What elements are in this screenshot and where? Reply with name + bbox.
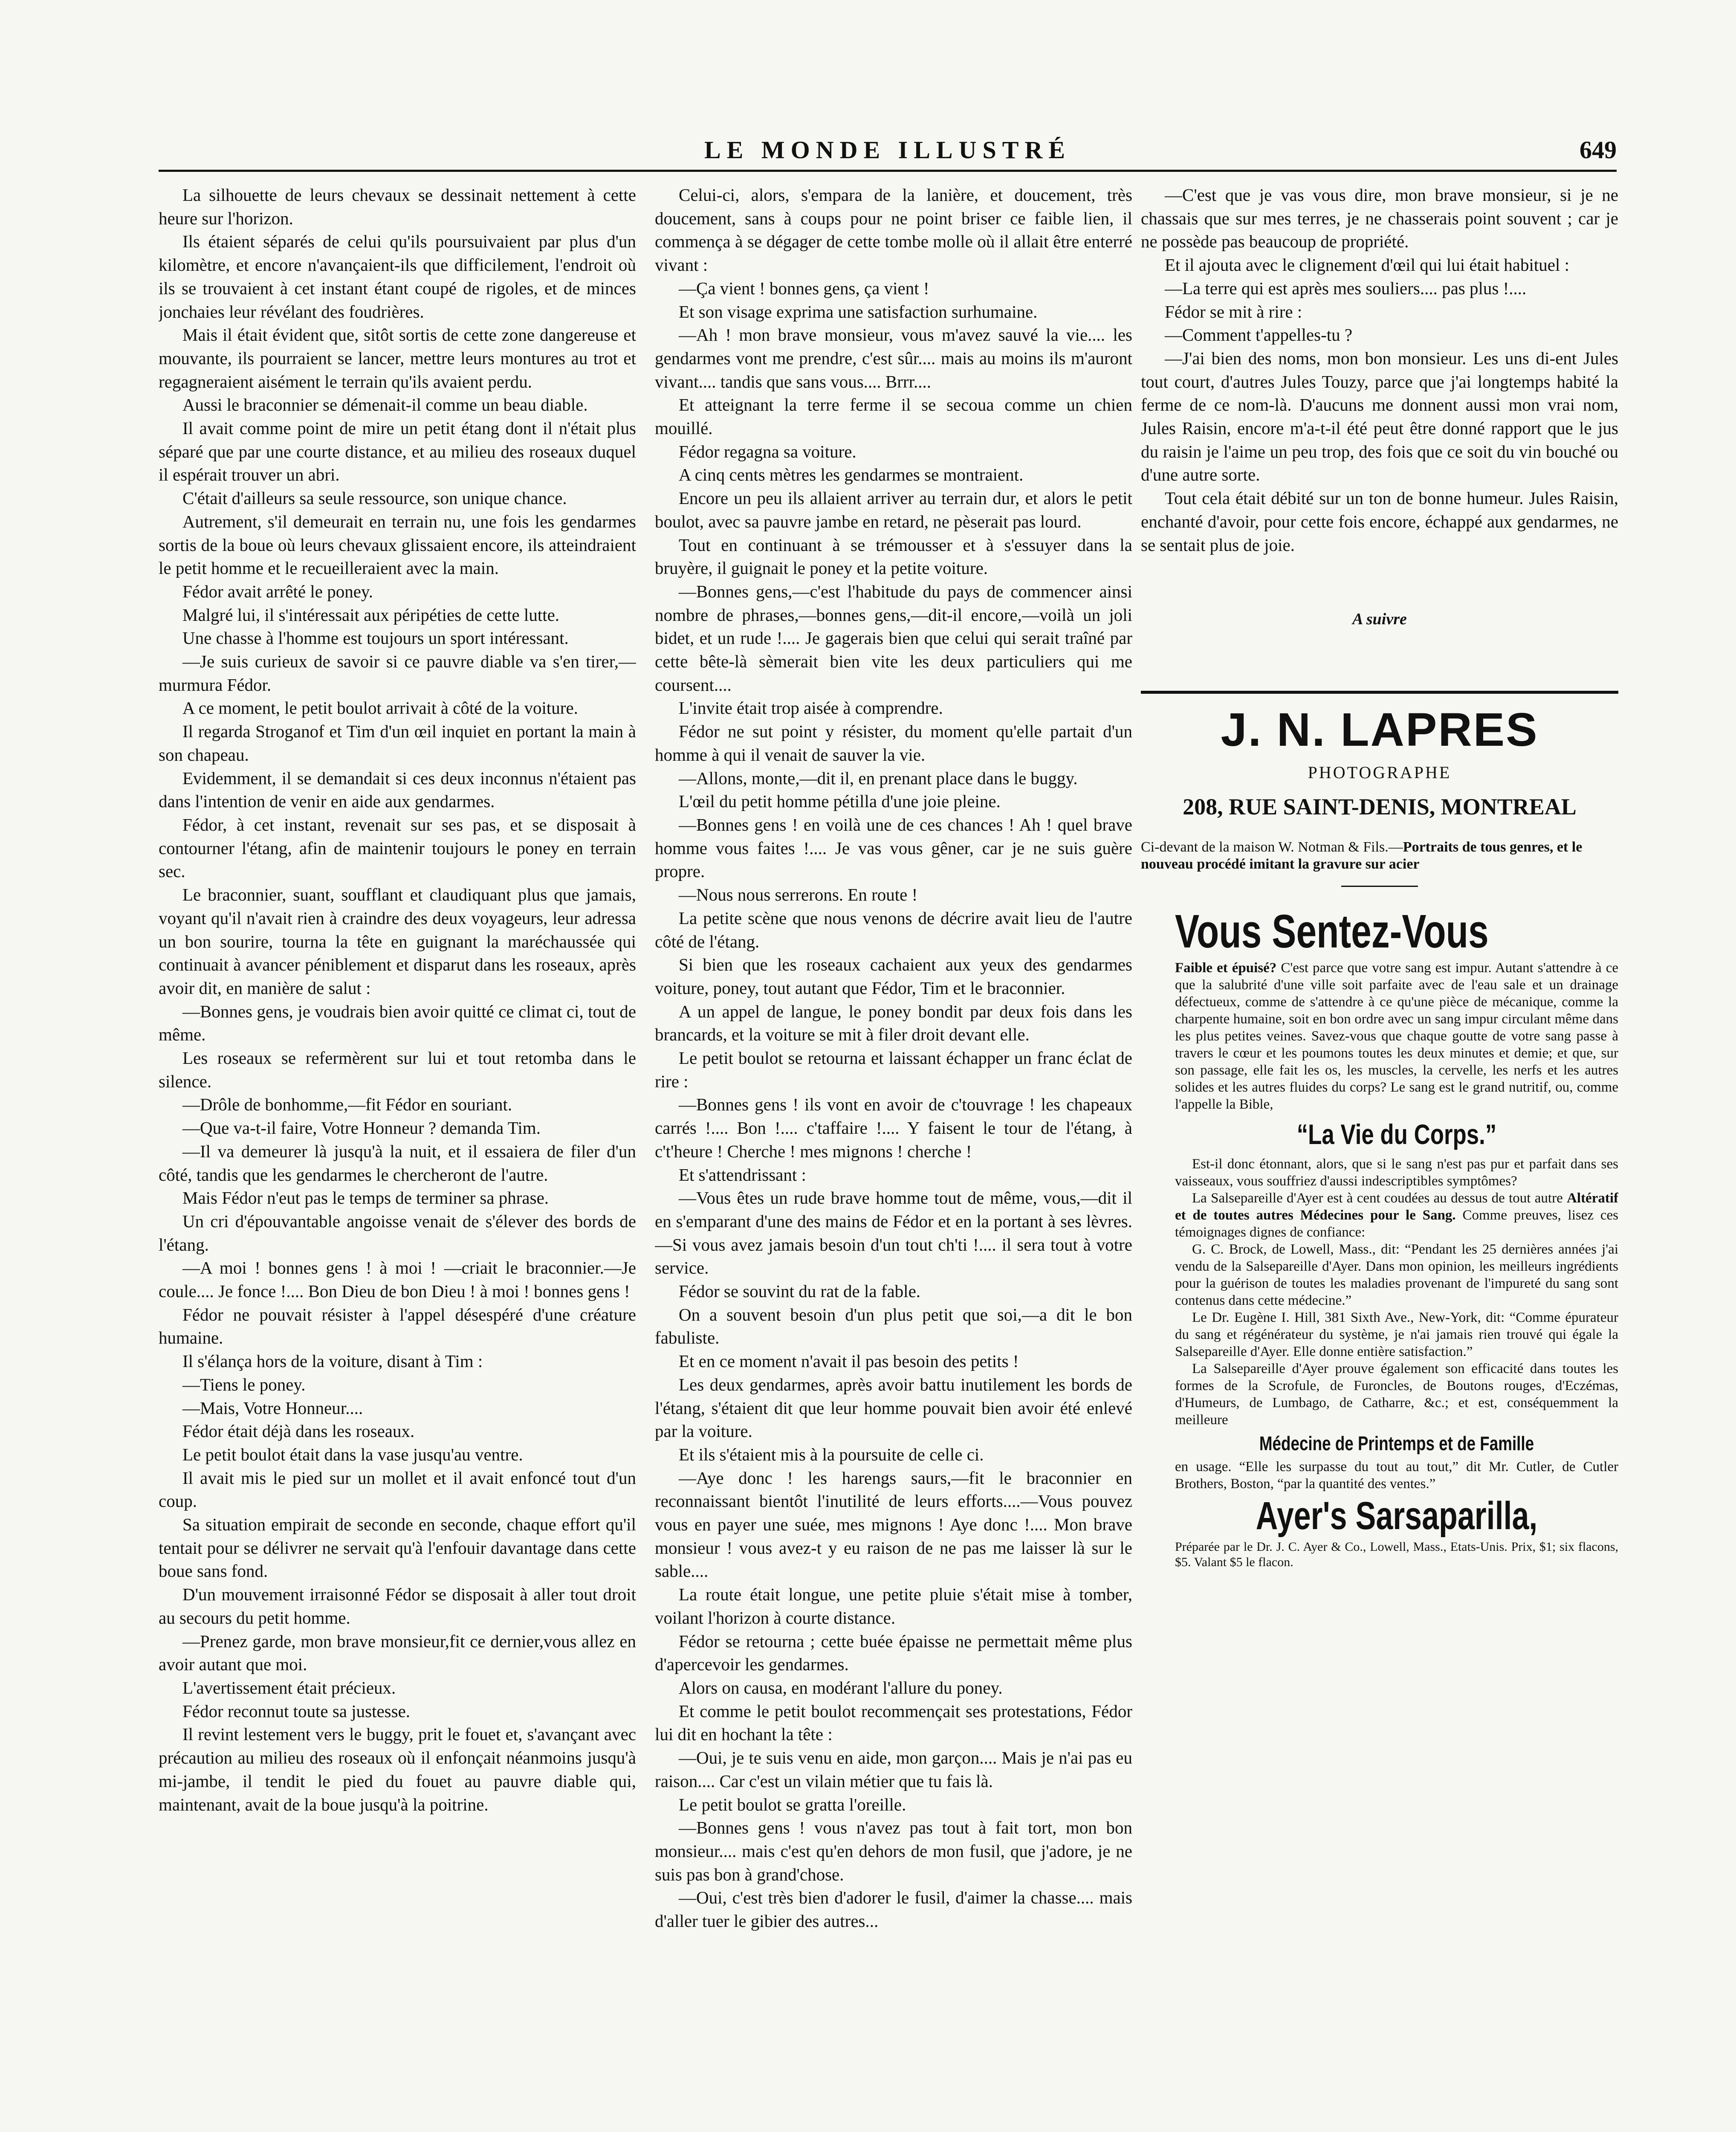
story-paragraph: Fédor ne pouvait résister à l'appel désespéré d'une créature humaine. [159,1304,636,1348]
to-be-continued: A suivre [1352,610,1407,629]
ayer-paragraph-4: La Salsepareille d'Ayer prouve également son efficacité dans toutes les formes de la Scrofule, de Furoncles, de Boutons rouges, d'Eczémas, d'Humeurs, de Lumbago, de Catharre, &c.; et est, conséquemment la meilleure [1175,1361,1618,1428]
story-paragraph: —Oui, je te suis venu en aide, mon garçon.... Mais je n'ai pas eu raison.... Car c'est un vilain métier que tu fais là. [655,1748,1132,1791]
story-paragraph: A ce moment, le petit boulot arrivait à côté de la voiture. [182,698,578,718]
story-paragraph: Les deux gendarmes, après avoir battu inutilement les bords de l'étang, s'étaient dit que leur homme pouvait bien avoir été enlevé par la voiture. [655,1374,1132,1441]
story-paragraph: La route était longue, une petite pluie s'était mise à tomber, voilant l'horizon à courte distance. [655,1585,1132,1628]
story-column-3-text [1141,183,1618,556]
ayer-subhead: “La Vie du Corps.” [1296,1118,1497,1150]
story-paragraph: Fédor ne sut point y résister, du moment qu'elle partait d'un homme à qui il venait de sauver la vie. [655,721,1132,765]
story-paragraph: —C'est que je vas vous dire, mon brave monsieur, si je ne chassais que sur mes terres, je ne chasserais point souvent ; car je ne possède pas beaucoup de propriété. [1141,185,1618,252]
ayer-paragraph-5: en usage. “Elle les surpasse du tout au tout,” dit Mr. Cutler, de Cutler Brothers, Boston, “par la quantité des ventes.” [1175,1459,1618,1492]
ayer-lead: C'est parce que votre sang est impur. Autant s'attendre à ce que la salubrité d'une ville soit parfaite avec de l'eau sale et un drainage défectueux, comme de s'attendre à ce qu'une pièce de mécanique, comme la charpente humaine, soit en bon ordre avec un sang impur circulant même dans les plus petites veines. Savez-vous que chaque goutte de votre sang passe à travers le cœur et les poumons toutes les deux minutes et demie; et que, sur son passage, elle fait les os, les muscles, la cervelle, les nerfs et les autres solides et les autres fluides du corps? Le sang est le grand nutritif, ou, comme l'appelle la Bible, [1175,960,1618,1112]
story-paragraph: Les roseaux se refermèrent sur lui et tout retomba dans le silence. [159,1048,636,1091]
story-paragraph: —La terre qui est après mes souliers.... pas plus !.... [1165,278,1527,298]
story-paragraph: D'un mouvement irraisonné Fédor se disposait à aller tout droit au secours du petit homme. [159,1585,636,1628]
story-paragraph: Celui-ci, alors, s'empara de la lanière, et doucement, très doucement, sans à coups pour ne point briser ce faible lien, il commença à se dégager de cette tombe molle où il allait être enterré vivant : [655,185,1132,275]
story-paragraph: Si bien que les roseaux cachaient aux yeux des gendarmes voiture, poney, tout autant que Fédor, Tim et le braconnier. [655,955,1132,998]
story-paragraph: Alors on causa, en modérant l'allure du poney. [679,1678,1003,1697]
story-paragraph: Fédor avait arrêté le poney. [182,581,373,601]
story-paragraph: —Nous nous serrerons. En route ! [679,885,918,905]
story-paragraph: Le petit boulot se gratta l'oreille. [679,1794,906,1814]
story-paragraph: Il avait comme point de mire un petit étang dont il n'était plus séparé que par une courte distance, et au milieu des roseaux duquel il espérait trouver un abri. [159,418,636,485]
story-paragraph: C'était d'ailleurs sa seule ressource, son unique chance. [182,488,567,508]
story-paragraph: —Bonnes gens,—c'est l'habitude du pays de commencer ainsi nombre de phrases,—bonnes gens,—dit-il encore,—voilà un joli bidet, et un rude !.... Je gagerais bien que celui qui serait traîné par cette bête-là sèmerait bien vite les deux particuliers qui me coursent.... [655,581,1132,695]
story-paragraph: Encore un peu ils allaient arriver au terrain dur, et alors le petit boulot, avec sa pauvre jambe en retard, ne pèserait pas lourd. [655,488,1132,531]
story-paragraph: —Vous êtes un rude brave homme tout de même, vous,—dit il en s'emparant d'une des mains de Fédor et en la portant à ses lèvres.—Si vous avez jamais besoin d'un tout ch'ti !.... il sera tout à votre service. [655,1188,1132,1278]
story-paragraph: On a souvent besoin d'un plus petit que soi,—a dit le bon fabuliste. [655,1304,1132,1348]
story-column-2 [655,183,1132,2132]
story-column-3 [1141,183,1618,2132]
lapres-name: J. N. LAPRES [1221,703,1539,756]
story-paragraph: L'avertissement était précieux. [182,1678,396,1697]
story-paragraph: —Bonnes gens ! vous n'avez pas tout à fait tort, mon bon monsieur.... mais c'est qu'en dehors de mon fusil, que j'adore, je ne suis pas bon à grand'chose. [655,1818,1132,1884]
ayer-p3-pre: La Salsepareille d'Ayer est à cent coudées au dessus de tout autre [1192,1190,1567,1206]
story-paragraph: —Il va demeurer là jusqu'à la nuit, et il essaiera de filer d'un côté, tandis que les gendarmes le chercheront de l'autre. [159,1141,636,1185]
story-paragraph: Et son visage exprima une satisfaction surhumaine. [679,301,1038,322]
story-paragraph: Et il ajouta avec le clignement d'œil qui lui était habituel : [1165,255,1569,275]
lapres-note [1141,839,1618,873]
story-paragraph: Tout en continuant à se trémousser et à s'essuyer dans la bruyère, il guignait le poney et la petite voiture. [655,535,1132,578]
story-paragraph: Et ils s'étaient mis à la poursuite de celle ci. [679,1444,984,1464]
story-paragraph: —Tiens le poney. [182,1374,306,1394]
story-paragraph: Un cri d'épouvantable angoisse venait de s'élever des bords de l'étang. [159,1211,636,1254]
story-paragraph: —A moi ! bonnes gens ! à moi ! —criait le braconnier.—Je coule.... Je fonce !.... Bon Dieu de bon Dieu ! à moi ! bonnes gens ! [159,1258,636,1301]
story-paragraph: La petite scène que nous venons de décrire avait lieu de l'autre côté de l'étang. [655,908,1132,951]
ad-divider [1141,691,1618,694]
ayer-advertisement [1141,904,1618,1570]
story-paragraph: —Ah ! mon brave monsieur, vous m'avez sauvé la vie.... les gendarmes vont me prendre, c'est sûr.... mais au moins ils m'auront vivant.... tandis que sans vous.... Brrr.... [655,325,1132,391]
story-paragraph: Evidemment, il se demandait si ces deux inconnus n'étaient pas dans l'intention de venir en aide aux gendarmes. [159,768,636,811]
story-paragraph: Fédor se retourna ; cette buée épaisse ne permettait même plus d'apercevoir les gendarmes. [655,1631,1132,1674]
story-paragraph: —Mais, Votre Honneur.... [182,1398,363,1418]
story-paragraph: Autrement, s'il demeurait en terrain nu, une fois les gendarmes sortis de la boue où leurs chevaux glissaient encore, ils atteindraient le petit homme et le recueilleraient avec la main. [159,511,636,578]
story-paragraph: Fédor était déjà dans les roseaux. [182,1421,415,1441]
story-paragraph: Sa situation empirait de seconde en seconde, chaque effort qu'il tentait pour se délivrer ne servait qu'à l'enfouir davantage dans cette boue sans fond. [159,1515,636,1581]
story-paragraph: Et s'attendrissant : [679,1164,806,1185]
ayer-headline: Vous Sentez-Vous [1175,905,1489,958]
ayer-testimonial-1: G. C. Brock, de Lowell, Mass., dit: “Pendant les 25 dernières années j'ai vendu de la Salsepareille d'Ayer. Dans mon opinion, les meilleurs ingrédients pour la guérison de toutes les maladies provenant de l'impureté du sang sont contenus dans cette médecine.” [1175,1241,1618,1308]
story-paragraph: A cinq cents mètres les gendarmes se montraient. [679,465,1024,485]
story-paragraph: —Oui, c'est très bien d'adorer le fusil, d'aimer la chasse.... mais d'aller tuer le gibier des autres... [655,1888,1132,1931]
lapres-note-bold: Portraits de tous genres, et le nouveau procédé imitant la gravure sur acier [1141,839,1583,872]
lapres-advertisement [1141,694,1618,873]
ayer-brand: Ayer's Sarsaparilla, [1256,1494,1538,1538]
story-paragraph: —Drôle de bonhomme,—fit Fédor en souriant. [182,1095,512,1115]
story-paragraph: —Prenez garde, mon brave monsieur,fit ce dernier,vous allez en avoir autant que moi. [159,1631,636,1674]
story-paragraph: Le petit boulot se retourna et laissant échapper un franc éclat de rire : [655,1048,1132,1091]
ayer-testimonial-2: Le Dr. Eugène I. Hill, 381 Sixth Ave., New-York, dit: “Comme épurateur du sang et régénérateur du système, je n'ai jamais rien trouvé qui égale la Salsepareille d'Ayer. Elle donne entière satisfaction.” [1175,1309,1618,1359]
ayer-paragraph-2: Est-il donc étonnant, alors, que si le sang n'est pas pur et parfait dans ses vaisseaux, vous souffriez d'aussi indescriptibles symptômes? [1175,1156,1618,1189]
story-paragraph: Aussi le braconnier se démenait-il comme un beau diable. [182,395,588,415]
ayer-subhead-2: Médecine de Printemps et de Famille [1259,1432,1534,1454]
story-paragraph: —Ça vient ! bonnes gens, ça vient ! [679,278,929,298]
story-paragraph: A un appel de langue, le poney bondit par deux fois dans les brancards, et la voiture se mit à filer droit devant elle. [655,1001,1132,1045]
story-paragraph: Ils étaient séparés de celui qu'ils poursuivaient par plus d'un kilomètre, et encore n'avançaient-ils que difficilement, l'endroit où ils se trouvaient à cet instant étant coupé de rigoles, et de minces jonchaies leur révélant des foudrières. [159,232,636,322]
story-paragraph: —Aye donc ! les harengs saurs,—fit le braconnier en reconnaissant bientôt l'inutilité de leurs efforts....—Vous pouvez vous en payer une suée, mes mignons ! Aye donc !.... Mon brave monsieur ! vous avez-t y eu raison de ne pas me laisser là sur le sable.... [655,1468,1132,1581]
story-paragraph: Et atteignant la terre ferme il se secoua comme un chien mouillé. [655,395,1132,438]
story-paragraph: —Que va-t-il faire, Votre Honneur ? demanda Tim. [182,1118,541,1138]
story-paragraph: Une chasse à l'homme est toujours un sport intéressant. [182,628,569,648]
ayer-fine-print: Préparée par le Dr. J. C. Ayer & Co., Lowell, Mass., Etats-Unis. Prix, $1; six flacons, $5. Valant $5 le flacon. [1175,1539,1618,1569]
story-paragraph: L'invite était trop aisée à comprendre. [679,698,943,718]
lapres-address: 208, RUE SAINT-DENIS, MONTREAL [1183,794,1577,820]
story-paragraph: Fédor se souvint du rat de la fable. [679,1281,921,1301]
masthead [159,136,1617,172]
ad-divider-short [1341,886,1418,887]
story-paragraph: —Bonnes gens, je voudrais bien avoir quitté ce climat ci, tout de même. [159,1001,636,1045]
story-paragraph: Le petit boulot était dans la vase jusqu'au ventre. [182,1444,523,1464]
story-paragraph: Et comme le petit boulot recommençait ses protestations, Fédor lui dit en hochant la tête : [655,1701,1132,1744]
story-paragraph: Il regarda Stroganof et Tim d'un œil inquiet en portant la main à son chapeau. [159,721,636,765]
lapres-note-prefix: Ci-devant de la maison W. Notman & Fils.— [1141,839,1403,855]
story-paragraph: —Bonnes gens ! en voilà une de ces chances ! Ah ! quel brave homme vous faites !.... Je vas vous gêner, car je ne suis guère propre. [655,814,1132,881]
story-paragraph: Mais Fédor n'eut pas le temps de terminer sa phrase. [182,1188,549,1208]
story-paragraph: —Allons, monte,—dit il, en prenant place dans le buggy. [679,768,1078,788]
newspaper-title: LE MONDE ILLUSTRÉ [704,136,1071,164]
ayer-p3-bold: Altératif et de toutes autres Médecines pour le Sang. [1175,1190,1618,1223]
story-paragraph: —Comment t'appelles-tu ? [1165,325,1353,345]
story-paragraph: Fédor regagna sa voiture. [679,441,856,461]
lapres-trade: PHOTOGRAPHE [1308,762,1452,782]
ayer-lead-bold: Faible et épuisé? [1175,960,1277,976]
ayer-p3-post: Comme preuves, lisez ces témoignages dignes de confiance: [1175,1207,1618,1240]
story-paragraph: L'œil du petit homme pétilla d'une joie pleine. [679,791,1001,811]
story-paragraph: Fédor se mit à rire : [1165,301,1302,322]
story-paragraph: Il revint lestement vers le buggy, prit le fouet et, s'avançant avec précaution au milieu des roseaux où il enfonçait néanmoins jusqu'à mi-jambe, il tendit le pied du fouet au pauvre diable qui, maintenant, avait de la boue jusqu'à la poitrine. [159,1724,636,1814]
story-paragraph: Malgré lui, il s'intéressait aux péripéties de cette lutte. [182,605,560,625]
story-paragraph: Le braconnier, suant, soufflant et claudiquant plus que jamais, voyant qu'il n'avait rien à craindre des deux voyageurs, leur adressa un bon sourire, tourna la tête en guignant la maréchaussée qui continuait à avancer péniblement et disparut dans les roseaux, après avoir dit, en manière de salut : [159,885,636,998]
story-paragraph: Fédor, à cet instant, revenait sur ses pas, et se disposait à contourner l'étang, afin de maintenir toujours le poney en terrain sec. [159,814,636,881]
story-paragraph: La silhouette de leurs chevaux se dessinait nettement à cette heure sur l'horizon. [159,185,636,228]
story-paragraph: —J'ai bien des noms, mon bon monsieur. Les uns di-ent Jules tout court, d'autres Jules Touzy, parce que j'ai longtemps habité la ferme de ce nom-là. D'aucuns me donnent aussi mon vrai nom, Jules Raisin, encore m'a-t-il été peut être donné rapport que le jus du raisin je l'aime un peu trop, des fois que ce soit du vin bouché ou d'une autre sorte. [1141,348,1618,485]
story-paragraph: Il s'élança hors de la voiture, disant à Tim : [182,1351,483,1371]
story-paragraph: Il avait mis le pied sur un mollet et il avait enfoncé tout d'un coup. [159,1468,636,1511]
story-paragraph: Mais il était évident que, sitôt sortis de cette zone dangereuse et mouvante, ils pourraient se lancer, mettre leurs montures au trot et regagneraient aisément le terrain qu'ils avaient perdu. [159,325,636,391]
story-paragraph: Tout cela était débité sur un ton de bonne humeur. Jules Raisin, enchanté d'avoir, pour cette fois encore, échappé aux gendarmes, ne se sentait plus de joie. [1141,488,1618,555]
story-paragraph: —Je suis curieux de savoir si ce pauvre diable va s'en tirer,—murmura Fédor. [159,652,636,695]
story-paragraph: —Bonnes gens ! ils vont en avoir de c'touvrage ! les chapeaux carrés !.... Bon !.... c'taffaire !.... Y faisent le tour de l'étang, à c't'heure ! Cherche ! mes mignons ! cherche ! [655,1095,1132,1161]
ayer-paragraph-3 [1175,1190,1618,1241]
ayer-body [1175,959,1618,1570]
story-paragraph: Et en ce moment n'avait il pas besoin des petits ! [679,1351,1019,1371]
page-number: 649 [1580,136,1617,164]
story-column-1 [159,183,636,2132]
story-paragraph: Fédor reconnut toute sa justesse. [182,1701,411,1721]
